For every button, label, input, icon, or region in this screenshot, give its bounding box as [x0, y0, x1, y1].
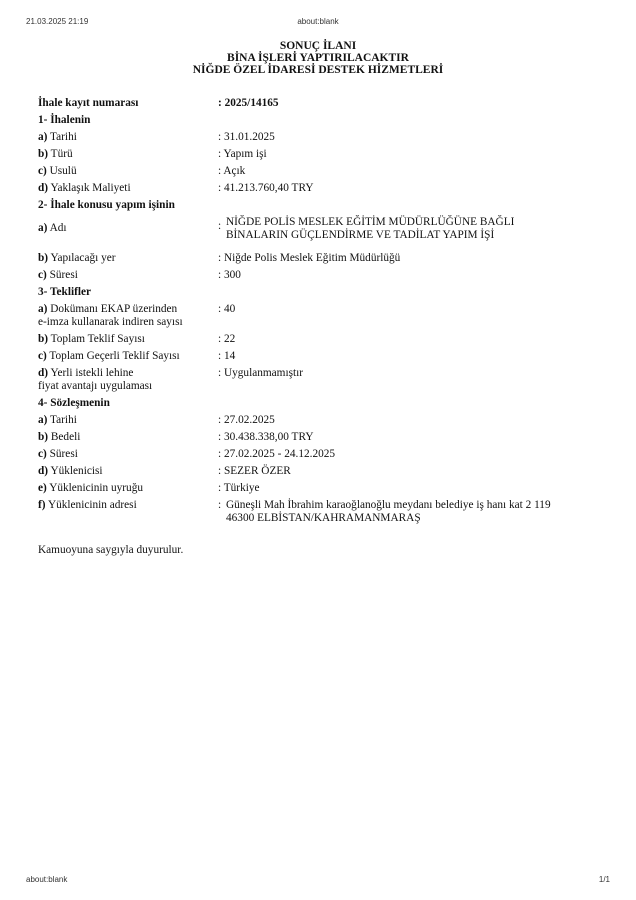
row-label: Süresi: [49, 269, 78, 281]
section-yapim-isi: 2- İhale konusu yapım işinin: [38, 199, 175, 211]
row-key: a): [38, 131, 48, 143]
announcement-titles: [0, 40, 636, 76]
title-line-3: NİĞDE ÖZEL İDARESİ DESTEK HİZMETLERİ: [192, 64, 444, 76]
row-label: Toplam Teklif Sayısı: [50, 333, 145, 345]
section-teklifler: 3- Teklifler: [38, 286, 92, 298]
row-value-line-2: BİNALARIN GÜÇLENDİRME VE TADİLAT YAPIM İŞİ: [226, 229, 495, 241]
row-value: : 31.01.2025: [218, 131, 275, 143]
title-line-1: SONUÇ İLANI: [279, 40, 357, 52]
row-key: d): [38, 367, 49, 379]
row-value: : Açık: [218, 165, 246, 177]
tender-details-table: [38, 97, 598, 529]
row-label: Yüklenicinin uyruğu: [49, 482, 143, 494]
row-label-line-2: e-imza kullanarak indiren sayısı: [38, 316, 183, 328]
row-label: Adı: [49, 222, 67, 234]
row-key: b): [38, 333, 49, 345]
print-header-url: about:blank: [297, 17, 339, 26]
row-label: Yaklaşık Maliyeti: [50, 182, 131, 194]
row-value: : 22: [218, 333, 236, 345]
row-key: b): [38, 148, 49, 160]
row-separator: :: [218, 220, 222, 232]
row-key: b): [38, 431, 49, 443]
kayit-label: İhale kayıt numarası: [38, 97, 139, 109]
row-key: e): [38, 482, 47, 494]
row-key: c): [38, 448, 47, 460]
row-key: b): [38, 252, 49, 264]
row-key: c): [38, 350, 47, 362]
row-label-line-1: Yerli istekli lehine: [50, 367, 134, 379]
row-value: : 27.02.2025 - 24.12.2025: [218, 448, 336, 460]
row-value: : Yapım işi: [218, 148, 267, 160]
row-label: Yüklenicisi: [50, 465, 103, 477]
section-sozlesmenin: 4- Sözleşmenin: [38, 397, 110, 409]
row-label: Toplam Geçerli Teklif Sayısı: [49, 350, 180, 362]
row-value-line-1: NİĞDE POLİS MESLEK EĞİTİM MÜDÜRLÜĞÜNE BAĞLI: [226, 216, 515, 228]
row-value: : SEZER ÖZER: [218, 465, 291, 477]
row-key: d): [38, 182, 49, 194]
title-line-2: BİNA İŞLERİ YAPTIRILACAKTIR: [227, 52, 409, 64]
print-datetime: 21.03.2025 21:19: [26, 17, 89, 26]
row-key: f): [38, 499, 46, 511]
row-key: a): [38, 222, 48, 234]
row-label: Yüklenicinin adresi: [47, 499, 137, 511]
row-value: : 41.213.760,40 TRY: [218, 182, 314, 194]
row-label: Tarihi: [50, 131, 77, 143]
row-key: d): [38, 465, 49, 477]
row-value: : 300: [218, 269, 241, 281]
row-value: : 27.02.2025: [218, 414, 275, 426]
row-value: : 30.438.338,00 TRY: [218, 431, 314, 443]
row-label: Bedeli: [50, 431, 81, 443]
row-value: : Niğde Polis Meslek Eğitim Müdürlüğü: [218, 252, 401, 264]
row-key: a): [38, 303, 48, 315]
kayit-value: : 2025/14165: [218, 97, 279, 109]
row-value: : 14: [218, 350, 236, 362]
row-label: Türü: [50, 148, 73, 160]
row-key: c): [38, 269, 47, 281]
row-separator: :: [218, 499, 222, 511]
row-label: Tarihi: [50, 414, 77, 426]
row-value-line-1: Güneşli Mah İbrahim karaoğlanoğlu meydanı belediye iş hanı kat 2 119: [226, 499, 551, 511]
row-label: Usulü: [49, 165, 77, 177]
row-label: Yapılacağı yer: [50, 252, 116, 264]
print-page-number: 1/1: [598, 875, 610, 884]
closing-statement: Kamuoyuna saygıyla duyurulur.: [38, 544, 184, 556]
row-value: : 40: [218, 303, 236, 315]
row-label-line-2: fiyat avantajı uygulaması: [38, 380, 153, 392]
row-label-line-1: Dokümanı EKAP üzerinden: [50, 303, 178, 315]
row-value: : Uygulanmamıştır: [218, 367, 304, 379]
row-key: c): [38, 165, 47, 177]
row-value: : Türkiye: [218, 482, 260, 494]
section-ihalenin: 1- İhalenin: [38, 114, 91, 126]
row-value-line-2: 46300 ELBİSTAN/KAHRAMANMARAŞ: [226, 512, 421, 524]
row-key: a): [38, 414, 48, 426]
print-footer-url: about:blank: [26, 875, 68, 884]
row-label: Süresi: [49, 448, 78, 460]
